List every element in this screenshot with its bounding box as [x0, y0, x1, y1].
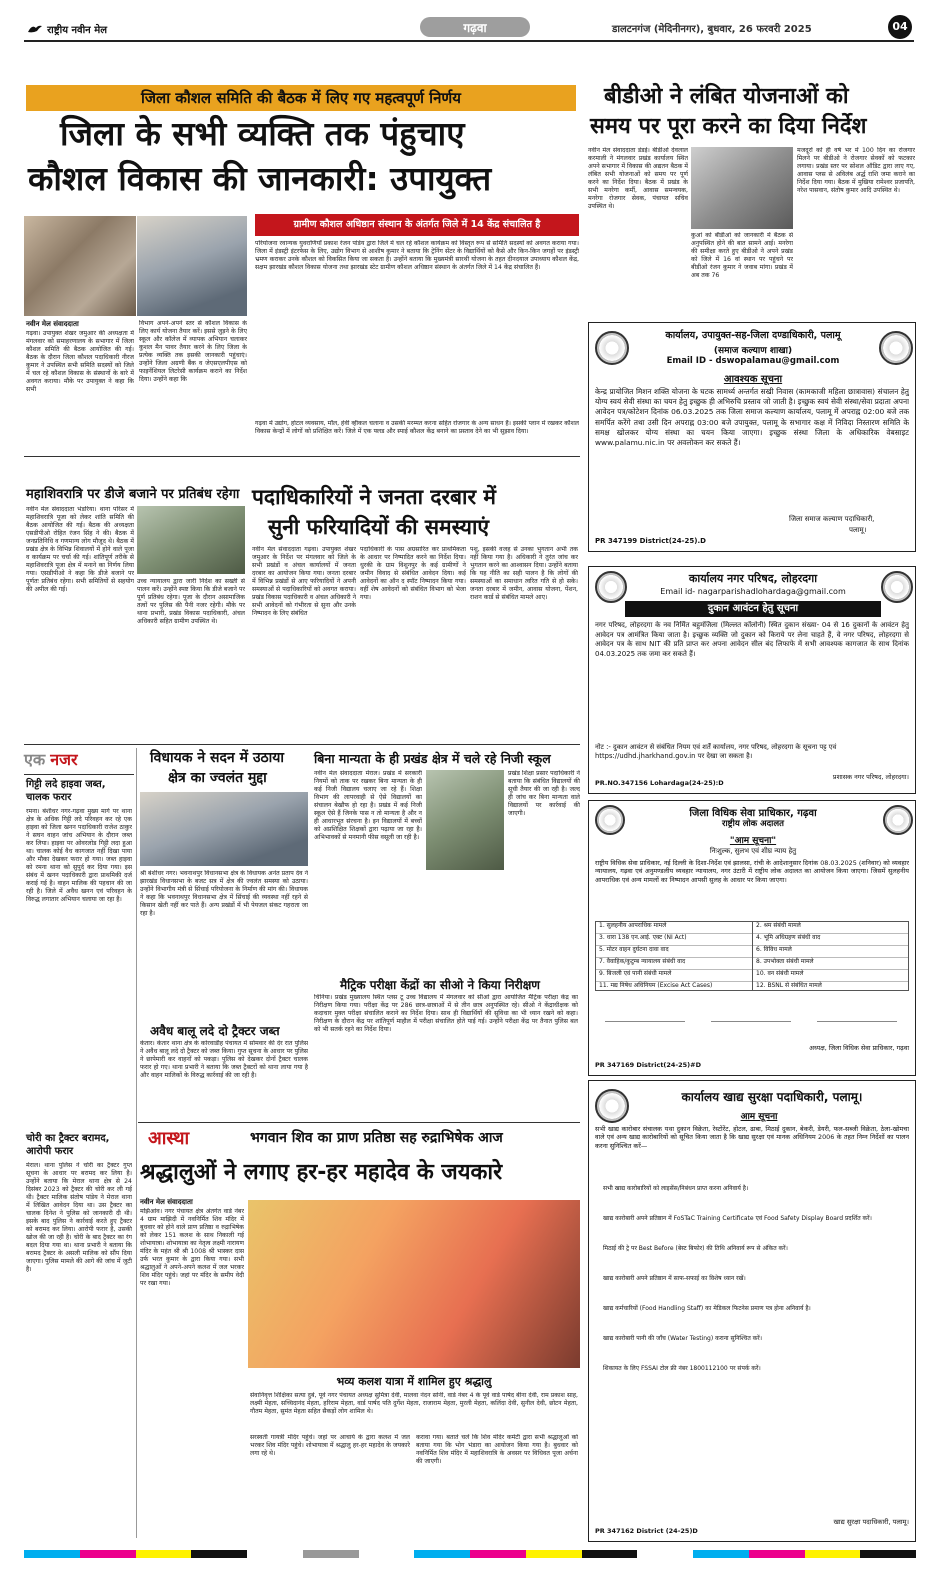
bdo-headline-2: समय पर पूरा करने का दिया निर्देश	[590, 114, 867, 139]
lead-headline-2: कौशल विकास की जानकारी: उपायुक्त	[28, 159, 492, 198]
municipal-seal-icon	[595, 571, 627, 603]
case-item: 5. मोटर वाहन दुर्घटना दावा वाद	[596, 946, 752, 958]
ad3-sign: अध्यक्ष, जिला विधिक सेवा प्राधिकार, गढ़वा	[809, 1044, 909, 1052]
signature-3	[817, 1001, 897, 1022]
ad1-dept: (समाज कल्याण शाखा)	[713, 346, 793, 356]
aastha-body: मझिआंव। नगर पंचायत क्षेत्र अंतर्गत वार्ड नंबर 4 ग्राम माझिदी में नवनिर्मित शिव मंदिर में बुधवार को होने वाले प्राण प्रतिष्ठा व रुद्राभिषेक को लेकर 151 कलश के साथ निकाली गई शोभायात्रा। शोभायात्रा का नेतृत्व लक्ष्मी नारायण मंदिर के महंत श्री श्री 1008 श्री भास्कर दास उर्फ भरत कुमार के द्वारा किया गया। सभी श्रद्धालुओं ने अपने-अपने कलश में जल भरकर शिव मंदिर पहुंचे। जहां पर मंदिर के समीप वेदी पर रखा गया।	[140, 1208, 244, 1287]
aastha-body-3: करावा गया। बताते चलें कि शिव मंदिर कमेटी द्वारा सभी श्रद्धालुओं को बताया गया कि भोग भंडारा का आयोजन किया गया है। बुधवार को नवनिर्मित शिव मंदिर में महाशिवरात्रि के अवसर पर विधिवत पूजा अर्चना की जाएगी।	[416, 1434, 578, 1465]
ek-nazar-rule	[24, 774, 134, 775]
ad4-point: शिकायत के लिए FSSAI टोल फ्री नंबर 1800112100 पर संपर्क करें।	[603, 1365, 761, 1372]
signature-1	[605, 1001, 685, 1022]
nalsa-seal-icon	[883, 805, 913, 835]
ad3-signatures	[595, 997, 909, 1037]
case-item: 7. वैवाहिक/कुटुम्ब न्यायालय संबंधी वाद	[596, 958, 752, 970]
ad1-email: Email ID - dswopalamau@gmail.com	[666, 356, 840, 366]
vidhayak-headline-2: क्षेत्र का ज्वलंत मुद्दा	[168, 770, 267, 786]
dj-body-2: उच्च न्यायालय द्वारा जारी निर्देश का सख्ती से पालन करें। उन्होंने स्पष्ट किया कि डीजे बजाने पर पूर्ण प्रतिबंध रहेगा। पूजा के दौरान असामाजिक तत्वों पर पुलिस की पैनी नजर रहेगी। मौके पर थाना प्रभारी, प्रखंड विकास पदाधिकारी, अंचल अधिकारी सहित ग्रामीण उपस्थित थे।	[137, 578, 245, 625]
darbar-headline-1: पदाधिकारियों ने जनता दरबार में	[252, 485, 496, 509]
case-item: 10. वन संबंधी मामले	[753, 970, 908, 982]
aastha-headline: श्रद्धालुओं ने लगाए हर-हर महादेव के जयकारे	[140, 1160, 503, 1185]
case-item: 11. मद्य निषेध अधिनियम (Excise Act Cases)	[599, 982, 713, 989]
bdo-body: नवीन मेल संवाददाता डंडई। बीडीओ देवलाल करमाली ने मंगलवार प्रखंड कार्यालय स्थित अपने सभागार में विकास की अद्यतन बैठक में लंबित सभी योजनाओं को समय पर पूर्ण करने का निर्देश दिया। बैठक में प्रखंड के सभी मनरेगा कर्मी, आवास समन्वयक, मनरेगा रोजगार सेवक, पंचायत सचिव उपस्थित थे।	[588, 147, 688, 210]
case-item: 3. धारा 138 एन.आई. एक्ट (NI Act)	[596, 934, 752, 946]
ad3-tagline: निःशुल्क, सुलभ एवं शीघ्र न्याय हेतु	[709, 847, 797, 855]
dateline: डालटनगंज (मेदिनीनगर), बुधवार, 26 फरवरी 2025	[612, 24, 812, 35]
lead-bottom-rule	[24, 456, 580, 457]
ad2-pr: PR.NO.347156 Lohardaga(24-25):D	[595, 779, 724, 787]
lead-kicker: जिला कौशल समिति की बैठक में लिए गए महत्वपूर्ण निर्णय	[26, 85, 576, 111]
bird-logo-icon	[28, 19, 42, 29]
aastha-rule	[138, 1122, 580, 1123]
ad4-notice: आम सूचना	[740, 1112, 778, 1122]
bdo-headline-1: बीडीओ ने लंबित योजनाओं को	[604, 84, 849, 109]
lead-subhead: ग्रामीण कौशल अधिष्ठान संस्थान के अंतर्गत जिले में 14 केंद्र संचालित है	[255, 214, 579, 236]
exam-headline: मैट्रिक परीक्षा केंद्रों का सीओ ने किया निरीक्षण	[340, 978, 540, 992]
bdo-body-3: मजदूरों को ही वर्ष भर में 100 दिन का रोजगार मिलने पर बीडीओ ने रोजगार सेवकों को फटकार लगाया। प्रखंड स्तर पर सोशल ऑडिट द्वारा लाए गए, आवास प्लस से अविलंब अर्द्ध राशि जमा कराने का निर्देश दिया गया। बैठक में मुखिया रामेश्वर प्रजापति, नरेश पासवान, संतोष कुमार आदि उपस्थित थे।	[797, 147, 915, 194]
ad4-point: खाद्य कारोबारी अपने प्रतिष्ठान में साफ-सफाई का विशेष ध्यान रखें।	[603, 1275, 746, 1282]
ek-nazar-h2: चोरी का ट्रैक्टर बरामद, आरोपी फरार	[26, 1133, 110, 1157]
govt-seal-icon	[595, 331, 629, 365]
aastha-label: आस्था	[148, 1128, 190, 1149]
dj-body: नवीन मेल संवाददाता भंडरिया। थाना परिसर में महाशिवरात्रि पूजा को लेकर शांति समिति की बैठक आयोजित की गई। बैठक की अध्यक्षता एसडीपीओ रोहित रंजन सिंह ने की। बैठक में जनप्रतिनिधि व गणमान्य लोग मौजूद थे। बैठक में प्रखंड क्षेत्र के विभिन्न शिवालयों में होने वाले पूजा व कार्यक्रम पर चर्चा की गई। शांतिपूर्ण तरीके से महाशिवरात्रि पूजा क्षेत्र में मनाने का निर्णय लिया गया। एसडीपीओ ने कहा कि डीजे बजाने पर पूर्णतः प्रतिबंध रहेगा। सभी समितियों से सहयोग की अपील की गई।	[26, 506, 134, 593]
case-item: 4. भूमि अधिग्रहण संबंधी वाद	[753, 934, 908, 946]
bdo-body-2: कुआं को बीडीओ को जानकारी में बैठक से अनुपस्थित होने की बात सामने आई। मनरेगा की समीक्षा करते हुए बीडीओ ने अपने प्रखंड को जिले में 16 वां स्थान पर पहुंचने पर बीडीओ रंजन कुमार ने जवाब मांगा। प्रखंड में अब तक 76	[691, 232, 793, 279]
ad4-point: मिठाई की ट्रे पर Best Before (बेस्ट बिफोर) की तिथि अनिवार्य रूप से अंकित करें।	[603, 1245, 788, 1252]
ad3-title: जिला विधिक सेवा प्राधिकार, गढ़वा	[689, 808, 817, 819]
school-headline: बिना मान्यता के ही प्रखंड क्षेत्र में चले रहे निजी स्कूल	[314, 751, 551, 766]
ad4-point: खाद्य कारोबारी अपने प्रतिष्ठान में FoSTaC Training Certificate एवं Food Safety Display Board प्रदर्शित करें।	[603, 1215, 872, 1222]
lead-byline: नवीन मेल संवाददाता	[26, 320, 79, 328]
ad1-body: केन्द्र प्रायोजित मिशन शक्ति योजना के घटक सामर्थ्य अन्तर्गत सखी निवास (कामकाजी महिला छात्रावास) संचालन हेतु योग्य स्वयं सेवी संस्था का चयन हेतु इच्छुक ही अभिरुचि प्रस्ताव जो जाती है। इच्छुक स्वयं सेवी संस्था/सेवा प्रदाता अपना आवेदन पत्र/कोटेशन दिनांक 06.03.2025 तक जिला समाज कल्याण कार्यालय, पलामू में अपराह्न 02:00 बजे तक समर्पित करेंगे तथा उसी दिन अपराह्न 03:00 बजे उपायुक्त, पलामू के सभागार कक्ष में निविदा निस्तारण समिति के समक्ष खोलकर योग्य संस्था का चयन किया जाएगा। इच्छुक संस्था जिला के अधिकारिक वेबसाइट www.palamu.nic.in पर अवलोकन कर सकते हैं।	[595, 387, 909, 448]
ad1-sign-2: पलामू।	[849, 526, 867, 534]
balu-body: केतार। केतार थाना क्षेत्र के कोरवाडीह पंचायत में सोमवार की देर रात पुलिस ने अवैध बालू लदे दो ट्रैक्टर को जब्त किया। गुप्त सूचना के आधार पर पुलिस ने छापेमारी कर वाहनों को पकड़ा। पुलिस को देखकर दोनों ट्रैक्टर चालक फरार हो गए। थाना प्रभारी ने बताया कि जब्त ट्रैक्टरों को थाना लाया गया है और वाहन मालिकों के विरुद्ध कार्रवाई की जा रही है।	[140, 1040, 308, 1079]
ad3-body: राष्ट्रीय विधिक सेवा प्राधिकार, नई दिल्ली के दिशा-निर्देश एवं झालसा, रांची के आदेशानुसार दिनांक 08.03.2025 (शनिवार) को व्यवहार न्यायालय, गढ़वा एवं अनुमण्डलीय व्यवहार न्यायालय, नगर उंटारी में राष्ट्रीय लोक अदालत का आयोजन किया जाएगा। जिसमें सुलहनीय आपराधिक एवं अन्य मामलों का निष्पादन आपसी सुलह के आधार पर किया जाएगा।	[595, 859, 909, 884]
ek-nazar-h1: गिट्टी लदे हाइवा जब्त, चालक फरार	[26, 779, 106, 803]
lead-body-a: गढ़वा। उपायुक्त शेखर जमुआर की अध्यक्षता में मंगलवार को समाहरणालय के सभागार में जिला कौशल समिति की बैठक आयोजित की गई। बैठक के दौरान जिला कौशल पदाधिकारी नीरज कुमार ने उपस्थित सभी समिति सदस्यों को जिले में चल रहे कौशल विकास के संस्थानों के बारे में अवगत कराया। मौके पर उपायुक्त ने कहा कि सभी	[26, 330, 134, 393]
dj-photo	[137, 506, 245, 574]
page-number: 04	[888, 15, 912, 39]
ad4-point: खाद्य कर्मचारियों (Food Handling Staff) का मेडिकल फिटनेस प्रमाण पत्र होना अनिवार्य है।	[603, 1305, 811, 1312]
darbar-headline-2: सुनी फरियादियों की समस्याएं	[268, 515, 489, 539]
darbar-body-3: पशु, इसकी वजह से उनका भुगतान अभी तक नहीं किया गया है। अधिकारी ने तुरंत जांच कर भुगतान करने का आश्वासन दिया। उन्होंने बताया कि यह नीति का सही पालन है कि लोगों की समस्याओं का समाधान त्वरित गति से हो सके। जनता दरबार में जमीन, आवास योजना, पेंशन, राशन कार्ड से संबंधित मामले आए।	[470, 546, 578, 601]
case-item: 1. सुलहनीय आपराधिक मामले	[596, 922, 752, 934]
ad4-body: सभी खाद्य कारोबार संचालक यथा दुकान विक्रेता, रेस्टोरेंट, होटल, ढाबा, मिठाई दुकान, बेकरी, डेयरी, फल-सब्जी विक्रेता, ठेला-खोमचा वाले एवं अन्य खाद्य कारोबारियों को सूचित किया जाता है कि खाद्य सुरक्षा एवं मानक अधिनियम 2006 के तहत निम्न निर्देशों का पालन करना सुनिश्चित करें—	[595, 1125, 909, 1150]
ad3-col-right	[753, 922, 908, 990]
ad-food-safety	[588, 1080, 916, 1542]
case-item: 12. BSNL से संबंधित मामले	[756, 982, 822, 989]
ad1-notice: आवश्यक सूचना	[723, 374, 783, 385]
aastha-caption: भव्य कलश यात्रा में शामिल हुए श्रद्धालु	[336, 1375, 492, 1388]
ek-nazar-b2: मेराल। थाना पुलिस ने चोरी का ट्रैक्टर गुप्त सूचना के आधार पर बरामद कर लिया है। उन्होंने बताया कि मेराल थाना क्षेत्र से 24 दिसंबर 2023 को ट्रैक्टर की चोरी कर ली गई थी। ट्रैक्टर मालिक संतोष पांडेय ने मेराल थाना में लिखित आवेदन दिया था। उस ट्रैक्टर का चालक दिनेश ने पुलिस को जानकारी दी थी। इसके बाद पुलिस ने कार्रवाई करते हुए ट्रैक्टर को बरामद कर लिया। आरोपी फरार है, उसकी खोज की जा रही है। चोरी के बाद ट्रैक्टर का रंग बदल दिया गया था। थाना प्रभारी ने बताया कि बरामद ट्रैक्टर के असली मालिक को सौंप दिया जाएगा। पुलिस मामले की आगे की जांच में जुटी है।	[26, 1162, 132, 1273]
aastha-photo	[248, 1200, 580, 1368]
ad3-notice: "आम सूचना"	[729, 836, 777, 846]
ad2-email: Email id- nagarparishadlohardaga@gmail.com	[660, 587, 846, 596]
signature-2	[711, 1001, 791, 1022]
ad2-title: कार्यालय नगर परिषद, लोहरदगा	[688, 572, 818, 585]
ek-nazar-label: एक नजर	[24, 750, 78, 769]
ad4-sign: खाद्य सुरक्षा पदाधिकारी, पलामू।	[833, 1518, 909, 1526]
case-item: 6. विविध मामले	[753, 946, 908, 958]
lead-body-b: विभाग अपने-अपने स्तर से कौशल विकास के लिए कार्य योजना तैयार करें। इससे जुड़ने के लिए स्कूल और कॉलेज में व्यापक अभियान चलाकर कुशल मैन पावर तैयार करने के लिए जिला के प्रत्येक व्यक्ति तक इसकी जानकारी पहुंचाएं। उन्होंने जिला अग्रणी बैंक व जेएसएलपीएस को फाइनेंशियल लिटरेसी कार्यक्रम कराने का निर्देश दिया। उन्होंने कहा कि	[139, 320, 247, 383]
aastha-kicker: भगवान शिव का प्राण प्रतिष्ठा सह रुद्राभिषेक आज	[250, 1130, 503, 1146]
ad1-title: कार्यालय, उपायुक्त-सह-जिला दण्डाधिकारी, पलामू	[665, 330, 841, 341]
ad4-points	[595, 1185, 909, 1505]
vidhayak-headline-1: विधायक ने सदन में उठाया	[150, 750, 285, 766]
ad3-pr: PR 347169 District(24-25)#D	[595, 1061, 701, 1069]
ad2-sign: प्रशासक नगर परिषद, लोहरदगा।	[832, 773, 909, 781]
ad4-point: सभी खाद्य कारोबारियों को लाइसेंस/निबंधन प्राप्त करना अनिवार्य है।	[603, 1185, 749, 1192]
bdo-photo	[691, 147, 793, 229]
ek-nazar-divider	[136, 748, 137, 1538]
dj-headline: महाशिवरात्रि पर डीजे बजाने पर प्रतिबंध रहेगा	[26, 487, 240, 502]
header-rule	[24, 40, 914, 42]
lead-body-c: परियोजना रवान्यक युवराणियाँ प्रकाश रंजन पांडेय द्वारा जिले में चल रहे कौशल कार्यक्रम को विस्तृत रूप से समिति सदस्यों को अवगत कराया गया। जिला में इंडस्ट्री इंटरफेस के लिए, उद्योग विभाग से आशीष कुमार ने बताया कि ट्रेनिंग सेंटर के विद्यार्थियों को कैसे और किन-किन जगहों पर इंडस्ट्री भ्रमण कराकर उनके कौशल को विकसित किया जा सकता है। उन्होंने बताया कि मुख्यमंत्री सारथी योजना के तहत दीनदयाल उपाध्याय कौशल केंद्र, सक्षम झारखंड कौशल विकास योजना तथा झारखंड स्टेट ग्रामीण कौशल अधिष्ठान संस्थान के अंतर्गत जिले में 14 केंद्र संचालित हैं।	[255, 240, 579, 271]
aastha-caption-body: सेवानिवृत्त शिक्षिका सत्या दुबे, पूर्व नगर पंचायत अध्यक्ष सुमित्रा देवी, मालवा नंदन सोनी, वार्ड नंबर 4 के पूर्व वार्ड पार्षद बीना देवी, राम प्रकाश साह, लक्ष्मी मेहता, सच्चिदानंद मेहता, हरिराम मेहता, वार्ड पार्षद पति दुर्गेश मेहता, राजाराम मेहता, मुरली मेहता, कलिंदा देवी, सुनील देवी, छोटन मेहता, गौतम मेहता, सुमंत मेहता सहित सैकड़ों लोग शामिल थे।	[250, 1392, 578, 1415]
aastha-byline: नवीन मेल संवाददाता	[140, 1198, 193, 1206]
print-color-bar	[24, 1550, 916, 1558]
exam-body: चिनिया। प्रखंड मुख्यालय स्थित प्लस टू उच्च विद्यालय में मंगलवार को सीओ द्वारा आयोजित मैट्रिक परीक्षा केंद्र का निरीक्षण किया गया। परीक्षा केंद्र पर 286 छात्र-छात्राओं में से तीन छात्र अनुपस्थित रहे। सीओ ने केंद्राधीक्षक को कदाचार मुक्त परीक्षा संचालित कराने का निर्देश दिया। साथ ही विद्यार्थियों की सुविधा का भी ध्यान रखने को कहा। निरीक्षण के दौरान केंद्र पर शांतिपूर्ण माहौल में परीक्षा संचालित होते पाई गई। उन्होंने परीक्षा केंद्र पर तैनात पुलिस बल को भी सतर्क रहने का निर्देश दिया।	[314, 994, 578, 1033]
ad3-subtitle: राष्ट्रीय लोक अदालत	[721, 819, 784, 829]
lead-photo-1	[24, 216, 136, 316]
darbar-body: नवीन मेल संवाददाता गढ़वा। उपायुक्त शेखर जमुआर के निर्देश पर मंगलवार को जिले के सभी प्रखंडों व अंचल कार्यालयों में जनता दरबार का आयोजन किया गया। जनता दरबार में विभिन्न प्रखंडों से आए फरियादियों ने अपनी समस्याओं से पदाधिकारियों को अवगत कराया। प्रखंड विकास पदाधिकारी व अंचल अधिकारी ने सभी आवेदनों को गंभीरता से सुना और उनके निष्पादन के लिए संबंधित	[252, 546, 356, 617]
ad-nagar-parishad	[588, 566, 916, 794]
court-seal-icon	[595, 805, 625, 835]
mid-rule	[24, 744, 580, 745]
case-item: 2. श्रम संबंधी मामले	[753, 922, 908, 934]
case-item: 9. बिजली एवं पानी संबंधी मामले	[596, 970, 752, 982]
vidhayak-photo	[140, 792, 308, 866]
section-pill: गढ़वा	[420, 17, 530, 37]
masthead: राष्ट्रीय नवीन मेल	[28, 18, 107, 37]
ad2-body: नगर परिषद, लोहरदगा के नव निर्मित बहुमंजिला (मिल्लत कॉलोनी) स्थित दुकान संख्या- 04 से 16 दुकानों के आवंटन हेतु आवेदन पत्र आमंत्रित किया जाता है। इच्छुक व्यक्ति जो दुकान को किराये पर लेना चाहते हैं, वे नगर परिषद, लोहरदगा से आवेदन पत्र के साथ NIT की प्रति प्राप्त कर अपना आवेदन सील बंद लिफाफे में सभी आवश्यक कागजात के साथ दिनांक 04.03.2025 तक जमा कर सकते हैं।	[595, 621, 909, 658]
ad4-title: कार्यालय खाद्य सुरक्षा पदाधिकारी, पलामू।	[681, 1090, 863, 1104]
jharkhand-seal-icon	[879, 331, 913, 365]
ad2-notice: दुकान आवंटन हेतु सूचना	[625, 601, 881, 617]
state-seal-icon	[881, 571, 913, 603]
aastha-body-2: सरस्वती गायत्री मंदिर पहुंचे। जहां पर आचार्य के द्वारा कलश में जल भरकर शिव मंदिर पहुंचे। शोभायात्रा में श्रद्धालु हर-हर महादेव के जयकारे लगा रहे थे।	[250, 1434, 410, 1457]
ad4-point: खाद्य कारोबारी पानी की जाँच (Water Testing) कराना सुनिश्चित करें।	[603, 1335, 763, 1342]
ad4-pr: PR 347162 District (24-25)D	[595, 1527, 698, 1535]
balu-headline: अवैध बालू लदे दो ट्रैक्टर जब्त	[150, 1024, 280, 1038]
case-item: 8. उपभोक्ता संबंधी मामले	[753, 958, 908, 970]
ad1-pr: PR 347199 District(24-25).D	[595, 537, 706, 545]
darbar-body-2: पदाधिकारी के पास अग्रसारित कर प्राथमिकता के आधार पर निष्पादित करने का निर्देश दिया। धुरकी के ग्राम विशुनपुर के कई ग्रामीणों ने जमीन विवाद से संबंधित आवेदन दिया। कई आवेदनों का ऑन द स्पॉट निष्पादन किया गया। वहीं शेष आवेदनों को संबंधित विभाग को भेजा गया।	[360, 546, 466, 601]
ad2-note: नोट :- दुकान आवंटन से संबंधित नियम एवं शर्तें कार्यालय, नगर परिषद, लोहरदगा के सूचना पट्ट एवं https://udhd.jharkhand.gov.in पर देखा जा सकता है।	[595, 743, 837, 760]
food-safety-seal-icon	[595, 1089, 629, 1123]
ek-nazar-b1: रमना। बंशीधर नगर-गढ़वा मुख्य मार्ग पर थाना क्षेत्र के अधिक गिट्टी लदे परिवहन कर रहे एक हाइवा को जिला खनन पदाधिकारी राजेश ठाकुर ने सघन वाहन जांच अभियान के दौरान जब्त कर लिया। हाइवा पर ओवरलोड गिट्टी लदा हुआ था। चालक कोई वैध कागजात नहीं दिखा पाया और मौका देखकर फरार हो गया। जब्त हाइवा को रमना थाना को सुपुर्द कर दिया गया। इस संबंध में खनन पदाधिकारी द्वारा प्राथमिकी दर्ज कराई गई है। वाहन मालिक की पहचान की जा रही है। जिले में अवैध खनन एवं परिवहन के विरुद्ध लगातार अभियान चलाया जा रहा है।	[26, 808, 132, 903]
ad3-case-table	[595, 921, 909, 991]
ad-social-welfare	[588, 322, 916, 552]
vidhayak-body: श्री बंशीधर नगर। भवनाथपुर विधानसभा क्षेत्र के विधायक अनंत प्रताप देव ने झारखंड विधानसभा के बजट सत्र में क्षेत्र की ज्वलंत समस्या को उठाया। उन्होंने विभागीय मंत्री से सिंचाई परियोजना के निर्माण की मांग की। विधायक ने कहा कि भवनाथपुर विधानसभा क्षेत्र में सिंचाई की व्यवस्था नहीं रहने से किसान खेती नहीं कर पाते हैं। अन्य प्रखंडों में भी पेयजल संकट गहराता जा रहा है।	[140, 870, 308, 917]
school-photo	[426, 770, 504, 870]
lead-photo-2	[137, 216, 247, 316]
ad3-col-left	[596, 922, 753, 990]
school-body: नवीन मेल संवाददाता मेराल। प्रखंड में सरकारी नियमों को ताक पर रखकर बिना मान्यता के ही कई निजी विद्यालय चलाए जा रहे हैं। शिक्षा विभाग की लापरवाही से ऐसे विद्यालयों का संचालन बेखौफ हो रहा है। प्रखंड में कई निजी स्कूल ऐसे हैं जिनके पास न तो मान्यता है और न ही आधारभूत संरचना है। इन विद्यालयों में बच्चों को अप्रशिक्षित शिक्षकों द्वारा पढ़ाया जा रहा है। अभिभावकों से मनमानी फीस वसूली जा रही है।	[314, 770, 422, 841]
ad-legal-services	[588, 800, 916, 1076]
lead-body-d: गढ़वा में उद्योग, होटल व्यवसाय, मॉल, हेवी व्हीकल चलाना व उसकी मरम्मत करना सहित रोजगार के अन्य साधन हैं। इसकी प्लान में रखकर कौशल विकास केन्द्रों में लोगों को प्रशिक्षित करें। जिले में एक फ्लड और स्पाई कौशल केंद्र बनाने का प्रस्ताव देने का भी सुझाव दिया।	[255, 420, 579, 435]
school-body-2: प्रखंड शिक्षा प्रसार पदाधिकारी ने बताया कि संबंधित विद्यालयों की सूची तैयार की जा रही है। जल्द ही जांच कर बिना मान्यता वाले विद्यालयों पर कार्रवाई की जाएगी।	[508, 770, 580, 817]
ad1-sign-1: जिला समाज कल्याण पदाधिकारी,	[789, 515, 875, 523]
lead-headline-1: जिला के सभी व्यक्ति तक पंहुचाए	[60, 114, 465, 153]
